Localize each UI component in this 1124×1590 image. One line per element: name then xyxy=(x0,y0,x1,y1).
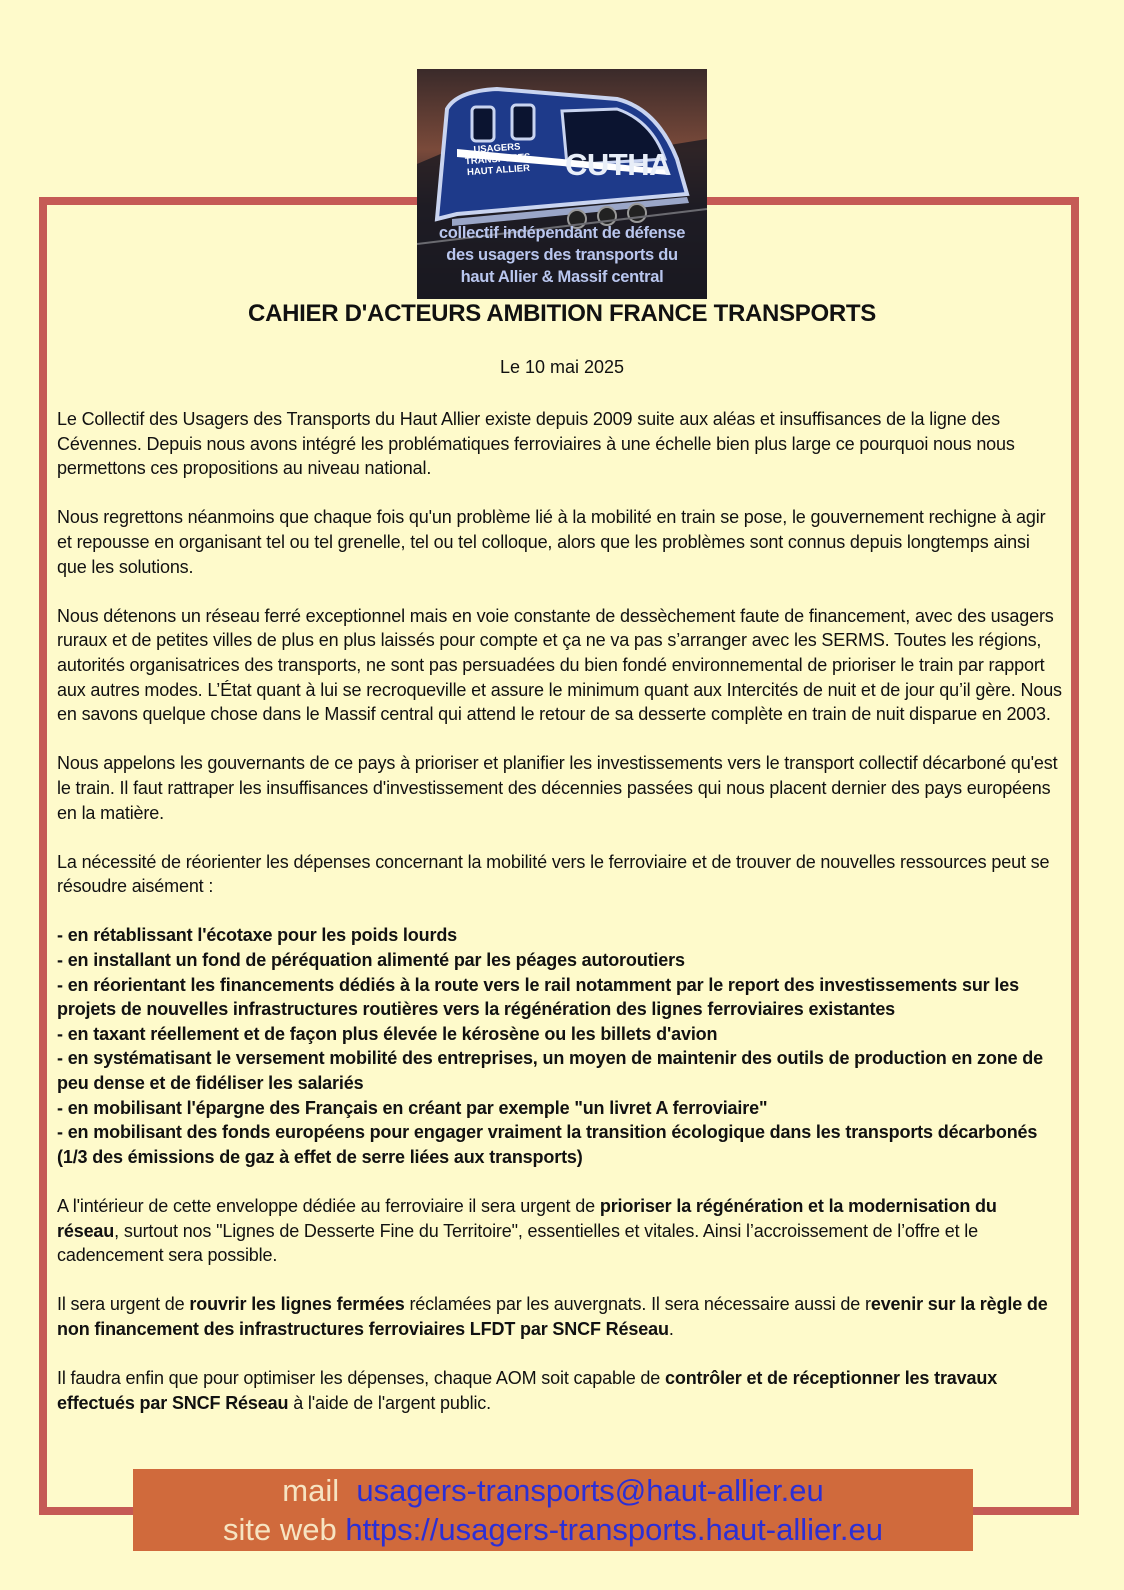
logo-brand: CUTHA xyxy=(565,147,671,182)
paragraph-control: Il faudra enfin que pour optimiser les dépenses, chaque AOM soit capable de contrôler et de réceptionner les travaux effectués par SNCF Réseau à l'aide de l'argent public. xyxy=(57,1368,998,1413)
measures-list xyxy=(57,923,1062,1169)
list-item: - en taxant réellement et de façon plus élevée le kérosène ou les billets d'avion xyxy=(57,1023,718,1044)
document-body xyxy=(57,407,1062,1440)
list-item: - en mobilisant des fonds européens pour engager vraiment la transition écologique dans les transports décarbonés (1/3 des émissions de gaz à effet de serre liées aux transports) xyxy=(57,1122,1038,1167)
paragraph-regeneration: A l'intérieur de cette enveloppe dédiée au ferroviaire il sera urgent de prioriser la régénération et la modernisation du réseau, surtout nos "Lignes de Desserte Fine du Territoire", essentielles et vitales. Ainsi l’accroissement de l’offre et le cadencement sera possible. xyxy=(57,1196,997,1266)
paragraph-appeal: Nous appelons les gouvernants de ce pays à prioriser et planifier les investissements vers le transport collectif décarboné qu'est le train. Il faut rattraper les insuffisances d'investissement des décennies passées qui nous placent dernier des pays européens en la matière. xyxy=(57,753,1058,823)
mail-link[interactable]: usagers-transports@haut-allier.eu xyxy=(356,1473,824,1508)
site-label: site web xyxy=(223,1512,337,1547)
list-item: - en réorientant les financements dédiés à la route vers le rail notamment par le report des investissements sur les projets de nouvelles infrastructures routières vers la régénération des lignes ferroviaires existantes xyxy=(57,974,1019,1020)
logo-small-text: USAGERS TRANSPORTS HAUT ALLIER xyxy=(464,141,531,179)
paragraph-resources: La nécessité de réorienter les dépenses concernant la mobilité vers le ferroviaire et de trouver de nouvelles ressources peut se résoudre aisément : xyxy=(57,851,1050,897)
paragraph-network: Nous détenons un réseau ferré exceptionnel mais en voie constante de dessèchement faute de financement, avec des usagers ruraux et de petites villes de plus en plus laissés pour compte et ça ne va pas s’arranger avec les SERMS. Toutes les régions, autorités organisatrices des transports, ne sont pas persuadées du bien fondé environnemental de prioriser le train par rapport aux autres modes. L’État quant à lui se recroqueville et assure le minimum quant aux Intercités de nuit et de jour qu’il gère. Nous en savons quelque chose dans le Massif central qui attend le retour de sa desserte complète en train de nuit disparue en 2003. xyxy=(57,605,1062,725)
mail-label: mail xyxy=(282,1473,340,1508)
list-item: - en systématisant le versement mobilité des entreprises, un moyen de maintenir des outils de production en zone de peu dense et de fidéliser les salariés xyxy=(57,1048,1044,1094)
logo-tagline: collectif indépendant de défense des usagers des transports du haut Allier & Massif central xyxy=(438,224,686,286)
document-title: CAHIER D'ACTEURS AMBITION FRANCE TRANSPORTS xyxy=(248,300,876,327)
paragraph-intro: Le Collectif des Usagers des Transports du Haut Allier existe depuis 2009 suite aux aléas et insuffisances de la ligne des Cévennes. Depuis nous avons intégré les problématiques ferroviaires à une échelle bien plus large ce pourquoi nous nous permettons ces propositions au niveau national. xyxy=(57,409,1015,479)
document-date: Le 10 mai 2025 xyxy=(499,357,625,377)
site-link[interactable]: https://usagers-transports.haut-allier.eu xyxy=(345,1512,883,1547)
list-item: - en mobilisant l'épargne des Français en créant par exemple "un livret A ferroviaire" xyxy=(57,1097,768,1118)
cutha-logo xyxy=(417,69,707,299)
list-item: - en installant un fond de péréquation alimenté par les péages autoroutiers xyxy=(57,950,685,971)
mail-row xyxy=(133,1471,973,1510)
paragraph-reopen: Il sera urgent de rouvrir les lignes fermées réclamées par les auvergnats. Il sera nécessaire aussi de revenir sur la règle de non financement des infrastructures ferroviaires LFDT par SNCF Réseau. xyxy=(57,1294,1048,1339)
contact-footer xyxy=(133,1469,973,1551)
paragraph-regret: Nous regrettons néanmoins que chaque fois qu'un problème lié à la mobilité en train se pose, le gouvernement rechigne à agir et repousse en organisant tel ou tel grenelle, tel ou tel colloque, alors que les problèmes sont connus depuis longtemps ainsi que les solutions. xyxy=(57,507,1046,577)
site-row xyxy=(133,1510,973,1549)
list-item: - en rétablissant l'écotaxe pour les poids lourds xyxy=(57,925,458,946)
